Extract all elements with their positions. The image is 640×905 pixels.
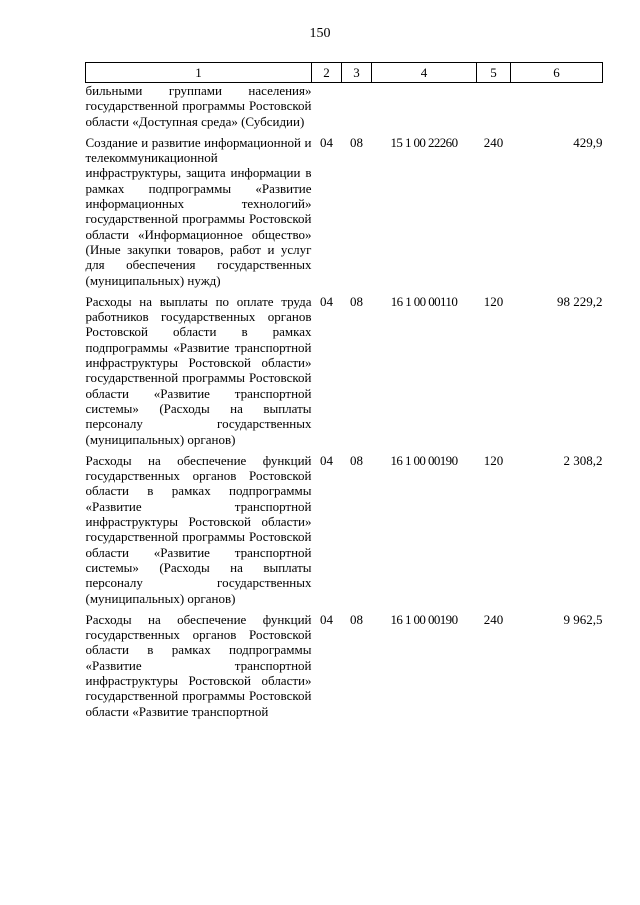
table-header-row [86,63,603,83]
column-header-description: 1 [86,63,312,83]
row-subsection: 08 [350,452,363,468]
row-section: 04 [320,452,333,468]
row-target: 16 1 00 00110 [390,293,458,309]
row-subsection: 08 [350,611,363,627]
row-description: Расходы на выплаты по оплате труда работников государственных органов Ростовской области в рамках подпрограммы «Развитие транспортной инфраструктуры Ростовской области» государственной программы Ростовской области «Развитие транспортной системы» (Расходы на выплаты персоналу государственных (муниципальных) органов) [85,293,312,447]
row-target: 15 1 00 22260 [390,134,458,150]
row-description: бильными группами населения» государственной программы Ростовской области «Доступная среда» (Субсидии) [85,83,312,129]
row-subsection: 08 [350,293,363,309]
row-section: 04 [320,134,333,150]
row-expense-type [477,83,511,129]
column-header-subsection: 3 [342,63,372,83]
row-amount: 429,9 [573,134,603,150]
row-expense-type: 120 [483,293,504,309]
table-row [86,83,603,129]
table-row [86,129,603,288]
row-target: 16 1 00 00190 [390,611,458,627]
row-expense-type: 240 [483,611,504,627]
row-target: 16 1 00 00190 [390,452,458,468]
row-amount: 2 308,2 [563,452,603,468]
table-row [86,288,603,447]
column-header-section: 2 [312,63,342,83]
row-expense-type: 120 [483,452,504,468]
column-header-expense-type: 5 [477,63,511,83]
budget-table [85,62,603,719]
table-row [86,606,603,719]
row-subsection: 08 [350,134,363,150]
row-description: Расходы на обеспечение функций государственных органов Ростовской области в рамках подпрограммы «Развитие транспортной инфраструктуры Ростовской области» государственной программы Ростовской области «Развитие транспортной системы» (Расходы на выплаты персоналу государственных (муниципальных) органов) [85,452,312,606]
row-description: Расходы на обеспечение функций государственных органов Ростовской области в рамках подпрограммы «Развитие транспортной инфраструктуры Ростовской области» государственной программы Ростовской области «Развитие транспортной [85,611,312,719]
column-header-amount: 6 [511,63,603,83]
row-amount: 98 229,2 [557,293,603,309]
row-section [312,83,342,129]
table-row [86,447,603,606]
row-section: 04 [320,611,333,627]
row-section: 04 [320,293,333,309]
row-amount [511,83,603,129]
column-header-target: 4 [372,63,477,83]
row-expense-type: 240 [483,134,504,150]
row-target [372,83,477,129]
page-number: 150 [309,26,331,41]
row-subsection [342,83,372,129]
row-amount: 9 962,5 [563,611,603,627]
row-description: Создание и развитие информационной и телекоммуникационной инфраструктуры, защита информации в рамках подпрограммы «Развитие информационных технологий» государственной программы Ростовской области «Информационное общество» (Иные закупки товаров, работ и услуг для обеспечения государственных (муниципальных) нужд) [85,134,312,288]
